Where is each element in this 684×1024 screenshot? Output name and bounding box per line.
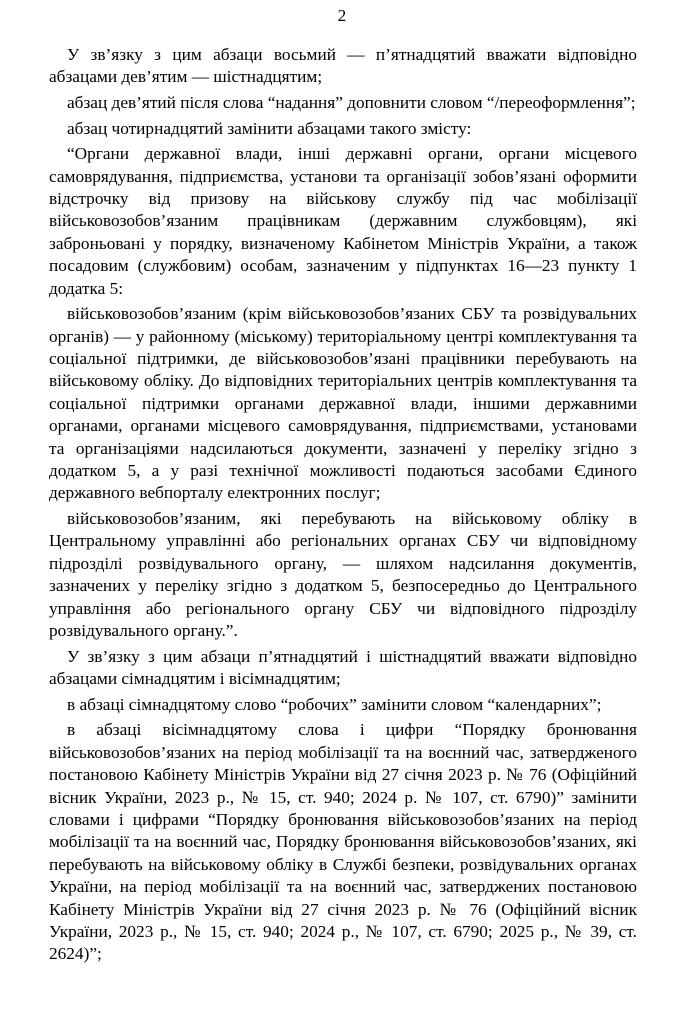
- page-number: 2: [337, 6, 347, 25]
- paragraph: в абзаці сімнадцятому слово “робочих” замінити словом “календарних”;: [67, 694, 602, 714]
- document-body: [49, 44, 637, 969]
- paragraph: абзац чотирнадцятий замінити абзацами такого змісту:: [67, 118, 472, 138]
- paragraph: військовозобов’язаним (крім військовозобов’язаних СБУ та розвідувальних органів) — у районному (міському) територіальному центрі комплектування та соціальної підтримки, де військовозобов’язані працівники перебувають на військовому обліку. До відповідних територіальних центрів комплектування та соціальної підтримки органами державної влади, іншими державними органами, органами місцевого самоврядування, підприємствами, установами та організаціями надсилаються документи, зазначені у переліку згідно з додатком 5, а у разі технічної можливості подаються засобами Єдиного державного вебпорталу електронних послуг;: [49, 304, 637, 503]
- paragraph: абзац дев’ятий після слова “надання” доповнити словом “/переоформлення”;: [67, 93, 636, 112]
- paragraph: “Органи державної влади, інші державні органи, органи місцевого самоврядування, підприємства, установи та організації зобов’язані оформити відстрочку від призову на військову службу під час мобілізації військовозобов’язаним працівникам (державним службовцям), які заброньовані у порядку, визначеному Кабінетом Міністрів України, а також посадовим (службовим) особам, зазначеним у підпунктах 16—23 пункту 1 додатка 5:: [49, 144, 637, 298]
- paragraph: в абзаці вісімнадцятому слова і цифри “Порядку бронювання військовозобов’язаних на період мобілізації та на воєнний час, затвердженого постановою Кабінету Міністрів України від 27 січня 2023 р. № 76 (Офіційний вісник України, 2023 р., № 15, ст. 940; 2024 р. № 107, ст. 6790)” замінити словами і цифрами “Порядку бронювання військовозобов’язаних на період мобілізації та на воєнний час, Порядку бронювання військовозобов’язаних, які перебувають на військовому обліку в Службі безпеки, розвідувальних органах України, на період мобілізації та на воєнний час, затверджених постановою Кабінету Міністрів України від 27 січня 2023 р. № 76 (Офіційний вісник України, 2023 р., № 15, ст. 940; 2024 р., № 107, ст. 6790; 2025 р., № 39, ст. 2624)”;: [49, 720, 637, 964]
- paragraph: військовозобов’язаним, які перебувають на військовому обліку в Центральному управлінні або регіональних органах СБУ чи відповідному підрозділі розвідувального органу, — шляхом надсилання документів, зазначених у переліку згідно з додатком 5, безпосередньо до Центрального управління або регіонального органу СБУ чи відповідного підрозділу розвідувального органу.”.: [49, 509, 637, 641]
- paragraph: У зв’язку з цим абзаци восьмий — п’ятнадцятий вважати відповідно абзацами дев’ятим — шістнадцятим;: [49, 45, 637, 87]
- paragraph: У зв’язку з цим абзаци п’ятнадцятий і шістнадцятий вважати відповідно абзацами сімнадцятим і вісімнадцятим;: [49, 646, 637, 689]
